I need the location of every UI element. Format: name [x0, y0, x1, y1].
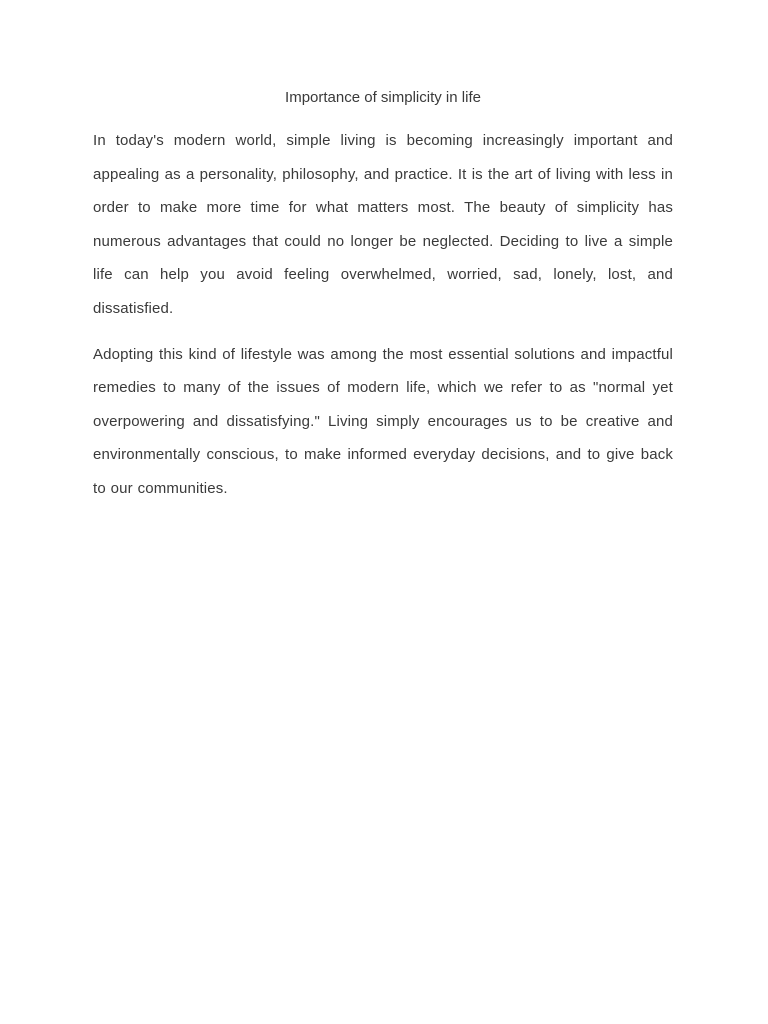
paragraph-2: Adopting this kind of lifestyle was among the most essential solutions and impactful remedies to many of the issues of modern life, which we refer to as "normal yet overpowering and dissatisfying." Living simply encourages us to be creative and environmentally conscious, to make informed everyday decisions, and to give back to our communities.	[93, 345, 673, 497]
document-page	[93, 86, 673, 518]
paragraph-1: In today's modern world, simple living is becoming increasingly important and appealing as a personality, philosophy, and practice. It is the art of living with less in order to make more time for what matters most. The beauty of simplicity has numerous advantages that could no longer be neglected. Deciding to live a simple life can help you avoid feeling overwhelmed, worried, sad, lonely, lost, and dissatisfied.	[93, 132, 673, 317]
document-title: Importance of simplicity in life	[285, 89, 481, 106]
